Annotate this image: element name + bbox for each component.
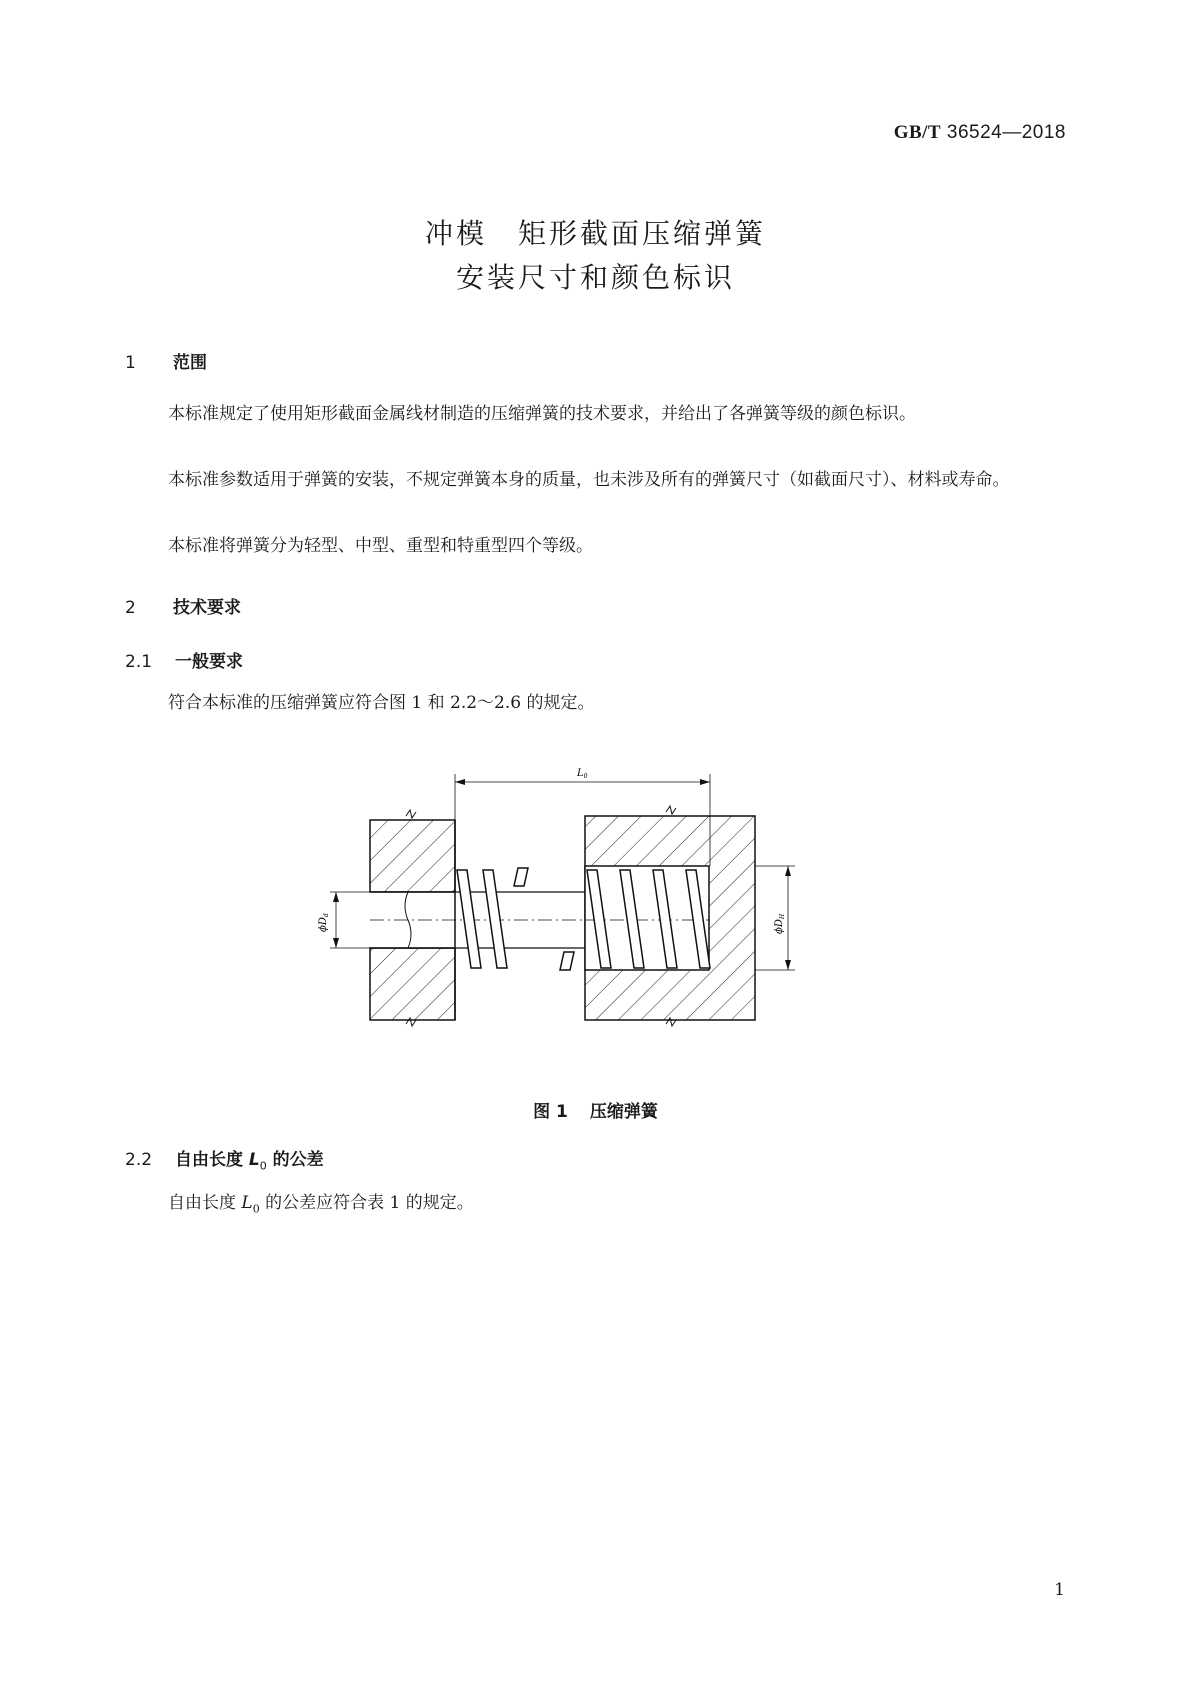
section-1-number: 1 xyxy=(125,353,136,373)
section-2-heading xyxy=(125,593,241,618)
section-1-heading xyxy=(125,348,207,373)
standard-number: 36524—2018 xyxy=(946,122,1066,143)
section-1-title: 范围 xyxy=(173,353,207,373)
dimension-Dd xyxy=(330,892,370,948)
section-2-2-number: 2.2 xyxy=(125,1150,153,1170)
section-2-1-heading xyxy=(125,647,243,672)
section-2-2-p-post: 的公差应符合表 1 的规定。 xyxy=(259,1193,474,1213)
label-Dd-sub: d xyxy=(323,913,330,918)
section-1-paragraph-3: 本标准将弹簧分为轻型、中型、重型和特重型四个等级。 xyxy=(168,536,593,556)
label-DH: ϕD xyxy=(774,919,785,934)
standard-prefix: GB/T xyxy=(893,122,942,143)
section-2-2-title-post: 的公差 xyxy=(266,1150,324,1170)
section-2-number: 2 xyxy=(125,598,136,618)
figure-caption-number: 图 1 xyxy=(533,1102,568,1122)
section-2-2-heading xyxy=(125,1145,324,1172)
section-2-1-number: 2.1 xyxy=(125,652,153,672)
figure-caption xyxy=(0,1097,1191,1122)
label-DH-sub: H xyxy=(779,913,786,920)
section-1-paragraph-2: 本标准参数适用于弹簧的安装，不规定弹簧本身的质量，也未涉及所有的弹簧尺寸（如截面尺寸）、材料或寿命。 xyxy=(168,470,1010,490)
label-L0-sub: 0 xyxy=(583,773,588,780)
section-2-2-title-sub: 0 xyxy=(259,1159,267,1173)
section-2-2-p-var: L xyxy=(241,1193,253,1213)
section-2-2-paragraph xyxy=(134,1187,1070,1225)
label-Dd: ϕD xyxy=(318,917,329,932)
section-2-2-p-pre: 自由长度 xyxy=(168,1193,242,1213)
section-2-2-p-sub: 0 xyxy=(252,1202,260,1216)
svg-text:ϕDd xyxy=(318,913,330,932)
left-block xyxy=(370,810,455,1026)
figure-caption-text: 压缩弹簧 xyxy=(589,1102,658,1122)
section-1-paragraph-1: 本标准规定了使用矩形截面金属线材制造的压缩弹簧的技术要求，并给出了各弹簧等级的颜色标识。 xyxy=(168,404,916,424)
document-title-line2: 安装尺寸和颜色标识 xyxy=(455,261,735,294)
svg-text:L0 xyxy=(576,768,588,780)
section-2-2-title-var: L xyxy=(248,1150,260,1170)
standard-code xyxy=(894,122,1066,144)
label-L0: L xyxy=(577,768,584,779)
dimension-DH xyxy=(755,866,795,970)
svg-text:ϕDH xyxy=(774,913,786,934)
section-2-2-title-pre: 自由长度 xyxy=(175,1150,249,1170)
section-2-1-title: 一般要求 xyxy=(175,652,243,672)
document-title-line1: 冲模 矩形截面压缩弹簧 xyxy=(424,217,766,250)
section-2-1-paragraph: 符合本标准的压缩弹簧应符合图 1 和 2.2～2.6 的规定。 xyxy=(168,693,595,713)
section-2-title: 技术要求 xyxy=(173,598,241,618)
page-number: 1 xyxy=(1054,1580,1065,1600)
